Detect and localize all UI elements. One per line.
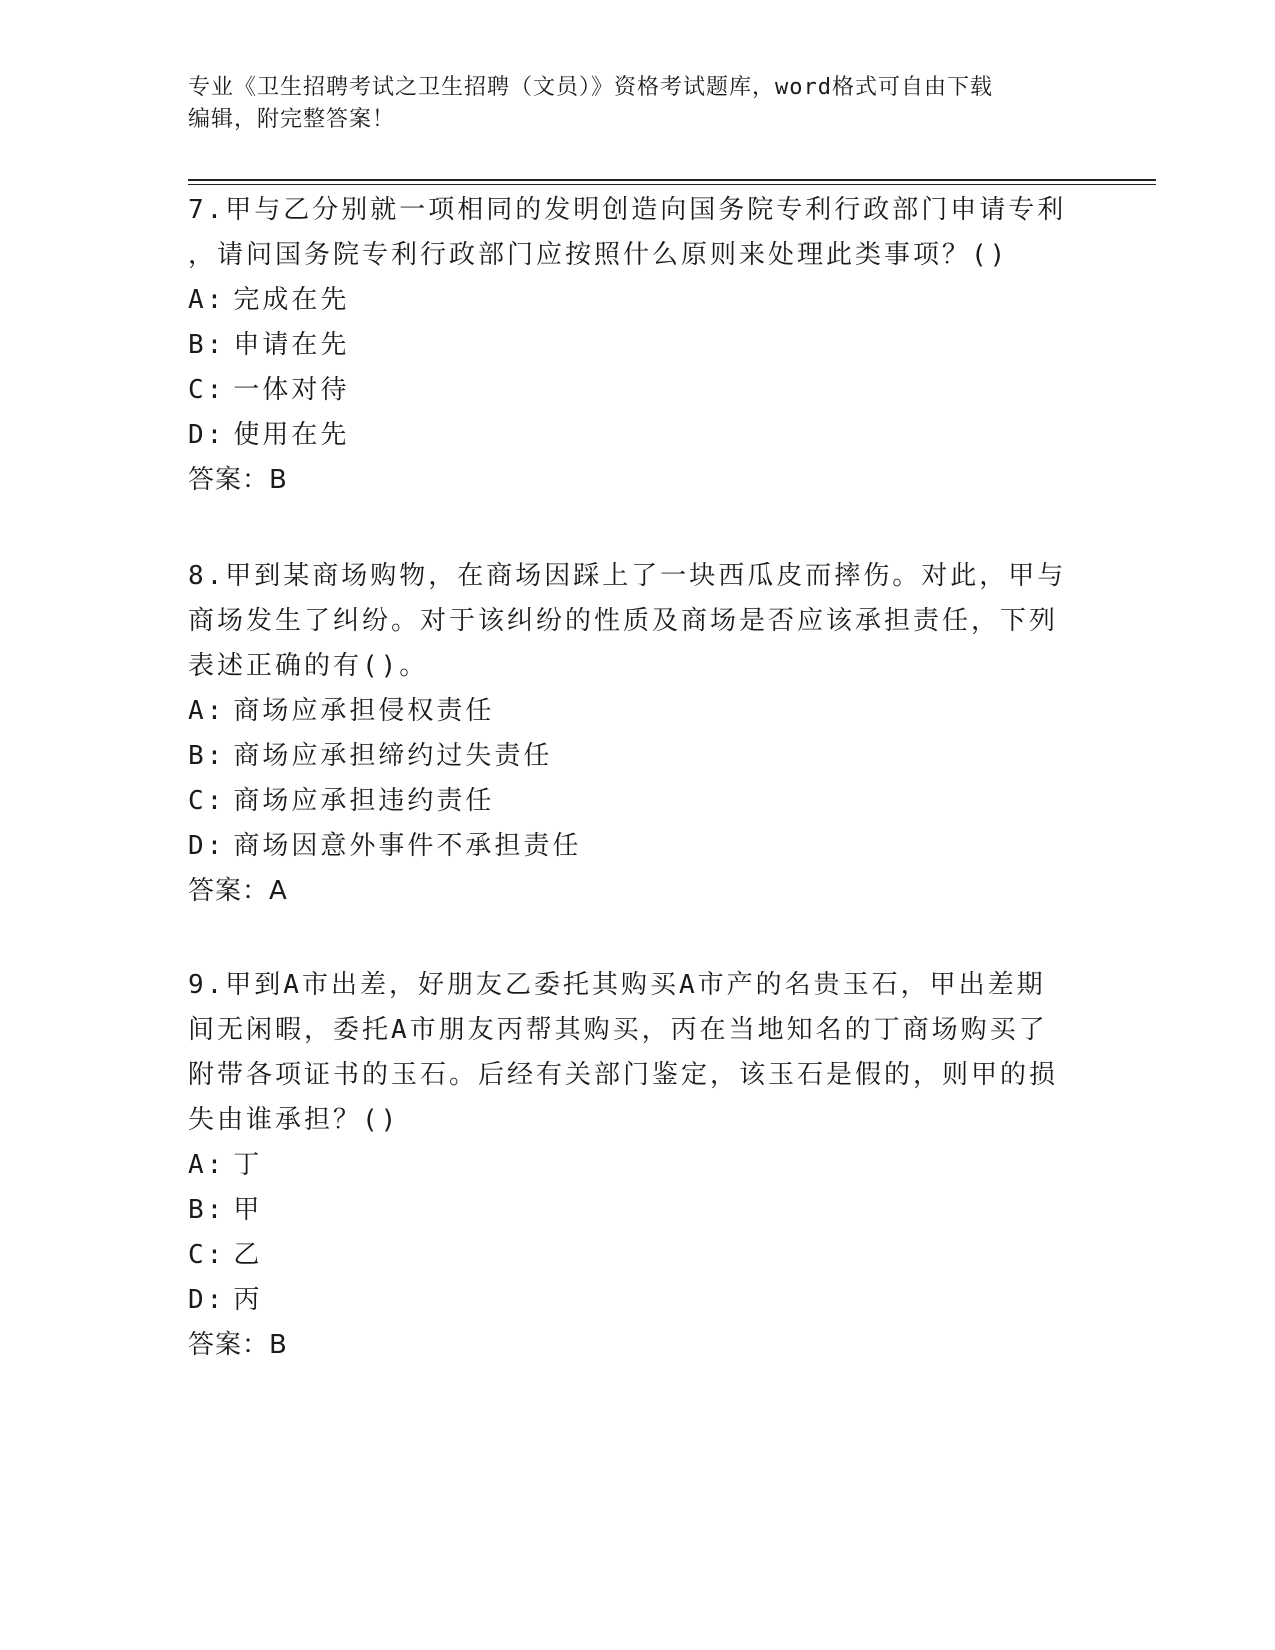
question-text-line: 失由谁承担？()	[188, 1105, 400, 1135]
question-text-line: 间无闲暇，委托A市朋友丙帮其购买，丙在当地知名的丁商场购买了	[188, 1015, 1048, 1045]
option-d	[188, 413, 1088, 458]
question-text-line: 商场发生了纠纷。对于该纠纷的性质及商场是否应该承担责任，下列	[188, 606, 1059, 636]
option-text: 商场应承担违约责任	[233, 786, 495, 816]
header-divider-thick	[188, 179, 1156, 181]
header-line-1: 专业《卫生招聘考试之卫生招聘（文员）》资格考试题库，word格式可自由下载	[188, 75, 993, 100]
option-text: 使用在先	[233, 420, 350, 450]
option-key: D:	[188, 1285, 226, 1315]
question-text-line: 表述正确的有()。	[188, 651, 429, 681]
question-text-line: 附带各项证书的玉石。后经有关部门鉴定，该玉石是假的，则甲的损	[188, 1060, 1059, 1090]
option-key: B:	[188, 1195, 226, 1225]
option-text: 甲	[233, 1195, 263, 1225]
option-a	[188, 689, 1088, 734]
option-key: D:	[188, 420, 226, 450]
question-9	[188, 963, 1088, 1368]
option-b	[188, 323, 1088, 368]
question-8	[188, 554, 1088, 914]
option-c	[188, 1233, 1088, 1278]
option-text: 商场应承担侵权责任	[233, 696, 495, 726]
option-c	[188, 779, 1088, 824]
option-key: C:	[188, 375, 226, 405]
option-text: 乙	[233, 1240, 263, 1270]
option-text: 丁	[233, 1150, 263, 1180]
option-text: 丙	[233, 1285, 263, 1315]
option-a	[188, 278, 1088, 323]
option-d	[188, 824, 1088, 869]
option-text: 完成在先	[233, 285, 350, 315]
option-key: B:	[188, 741, 226, 771]
question-text-line: ，请问国务院专利行政部门应按照什么原则来处理此类事项？()	[188, 240, 1009, 270]
option-key: A:	[188, 285, 226, 315]
answer-label: 答案：A	[188, 876, 288, 906]
header-divider-thin	[188, 184, 1156, 185]
option-key: B:	[188, 330, 226, 360]
option-key: A:	[188, 1150, 226, 1180]
document-page	[188, 0, 1148, 1650]
option-key: C:	[188, 786, 226, 816]
option-text: 一体对待	[233, 375, 350, 405]
option-key: D:	[188, 831, 226, 861]
answer-label: 答案：B	[188, 1330, 288, 1360]
question-text-line: 9.甲到A市出差，好朋友乙委托其购买A市产的名贵玉石，甲出差期	[188, 970, 1046, 1000]
option-text: 申请在先	[233, 330, 350, 360]
option-c	[188, 368, 1088, 413]
option-d	[188, 1278, 1088, 1323]
option-key: A:	[188, 696, 226, 726]
option-text: 商场应承担缔约过失责任	[233, 741, 553, 771]
option-key: C:	[188, 1240, 226, 1270]
option-b	[188, 734, 1088, 779]
question-7	[188, 188, 1088, 503]
answer-label: 答案：B	[188, 465, 288, 495]
document-header	[188, 72, 1068, 136]
option-b	[188, 1188, 1088, 1233]
option-a	[188, 1143, 1088, 1188]
question-text-line: 7.甲与乙分别就一项相同的发明创造向国务院专利行政部门申请专利	[188, 195, 1067, 225]
question-text-line: 8.甲到某商场购物，在商场因踩上了一块西瓜皮而摔伤。对此，甲与	[188, 561, 1067, 591]
header-line-2: 编辑，附完整答案！	[188, 107, 396, 132]
option-text: 商场因意外事件不承担责任	[233, 831, 582, 861]
